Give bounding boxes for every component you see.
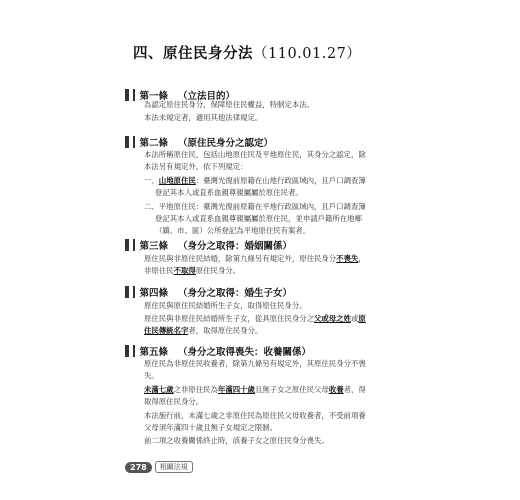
text-line [144, 266, 240, 276]
text-line [144, 423, 277, 433]
text-segment: 本法另有規定外，依下列規定： [144, 162, 248, 171]
page-number-badge: 278 [125, 462, 152, 473]
page-title-date: （110.01.27） [253, 46, 362, 62]
article-heading [125, 238, 292, 252]
text-segment: 本法未規定者，適用其他法律規定。 [144, 113, 263, 122]
article-subject: （立法目的） [178, 91, 236, 102]
text-line [155, 214, 362, 224]
emphasized-text: 年滿四十歲 [217, 385, 255, 394]
heading-bar-marker [125, 89, 129, 101]
text-segment: 登記其本人或直系血親尊親屬屬於原住民，並申請戶籍所在地鄉 [155, 214, 362, 223]
article-subject: （身分之取得：婚姻關係） [178, 241, 293, 252]
article-number: 第四條 [139, 288, 169, 299]
text-segment: 失。 [144, 371, 159, 380]
text-line [144, 150, 366, 160]
article-heading [125, 285, 292, 299]
text-segment: 者，取得原住民身分。 [188, 326, 263, 335]
text-segment: 者，得 [343, 385, 366, 394]
text-segment: 原住民與非原住民結婚，除第九條另有規定外，原住民身分 [144, 254, 337, 263]
text-segment: 二、平地原住民：臺灣光復前原籍在平地行政區域內，且戶口調查簿 [144, 202, 366, 211]
text-line [144, 176, 366, 186]
heading-bar-marker-thin [133, 345, 135, 357]
emphasized-text: 未滿七歲 [144, 385, 174, 394]
article-heading [125, 135, 273, 149]
emphasized-text: 不取得 [173, 266, 196, 275]
text-line [144, 113, 262, 123]
footer-section-label: 相關法規 [155, 461, 193, 473]
text-segment: 原住民身分。 [195, 266, 241, 275]
text-segment: 原住民與原住民結婚所生子女，取得原住民身分。 [144, 301, 307, 310]
text-segment: 原住民與非原住民結婚所生子女，從具原住民身分之 [144, 314, 314, 323]
text-segment: 本法所稱原住民，包括山地原住民及平地原住民，其身分之認定，除 [144, 150, 366, 159]
text-segment: 前二項之收養關係終止時，該養子女之原住民身分喪失。 [144, 436, 329, 445]
emphasized-text: 收養 [328, 385, 344, 394]
text-segment: 且無子女之原住民父母 [254, 385, 329, 394]
emphasized-text: 原 [358, 314, 366, 323]
text-line [155, 226, 310, 236]
heading-bar-marker [125, 345, 129, 357]
text-line [144, 359, 366, 369]
text-segment: 原住民為非原住民收養者，除第九條另有規定外，其原住民身分不喪 [144, 359, 366, 368]
article-number: 第一條 [139, 91, 169, 102]
text-line [144, 162, 247, 172]
text-line [144, 385, 366, 395]
heading-bar-marker-thin [133, 136, 135, 148]
text-segment: 一、 [144, 176, 159, 185]
article-number: 第二條 [139, 138, 169, 149]
article-subject: （身分之取得：婚生子女） [178, 288, 293, 299]
text-segment: （鎮、市、區）公所登記為平地原住民有案者。 [155, 226, 311, 235]
article-heading [125, 344, 311, 358]
text-segment: 非原住民 [144, 266, 174, 275]
page-footer [125, 461, 193, 473]
heading-bar-marker [125, 239, 129, 251]
heading-bar-marker [125, 286, 129, 298]
article-number: 第五條 [139, 347, 169, 358]
article-subject: （原住民身分之認定） [178, 138, 274, 149]
text-segment: ：臺灣光復前原籍在山地行政區域內，且戶口調查簿 [195, 176, 366, 185]
article-number: 第三條 [139, 241, 169, 252]
text-line [144, 397, 203, 407]
heading-bar-marker-thin [133, 239, 135, 251]
heading-bar-marker-thin [133, 286, 135, 298]
text-segment: 父母須年滿四十歲且無子女規定之限制。 [144, 423, 278, 432]
text-line [144, 436, 329, 446]
text-line [144, 254, 366, 264]
text-line [144, 202, 366, 212]
text-segment: ， [358, 254, 366, 263]
text-line [155, 188, 303, 198]
text-segment: 本法施行前，未滿七歲之非原住民為原住民父母收養者，不受前項養 [144, 411, 366, 420]
text-line [144, 411, 366, 421]
text-segment: 取得原住民身分。 [144, 397, 204, 406]
text-segment: 或 [350, 314, 359, 323]
emphasized-text: 不喪失 [336, 254, 359, 263]
article-subject: （身分之取得喪失：收養關係） [178, 347, 312, 358]
page-title [133, 42, 361, 63]
text-line [144, 326, 262, 336]
emphasized-text: 山地原住民 [158, 176, 196, 185]
text-segment: 之非原住民為 [173, 385, 218, 394]
heading-bar-marker-thin [133, 89, 135, 101]
heading-bar-marker [125, 136, 129, 148]
emphasized-text: 父或母之姓 [314, 314, 351, 323]
text-line [144, 301, 307, 311]
text-segment: 為認定原住民身分，保障原住民權益，特制定本法。 [144, 100, 314, 109]
emphasized-text: 住民傳統名字 [144, 326, 189, 335]
page-title-text: 四、原住民身分法 [133, 45, 253, 62]
text-segment: 登記其本人或直系血親尊親屬屬於原住民者。 [155, 188, 303, 197]
text-line [144, 100, 314, 110]
text-line [144, 314, 366, 324]
text-line [144, 371, 159, 381]
